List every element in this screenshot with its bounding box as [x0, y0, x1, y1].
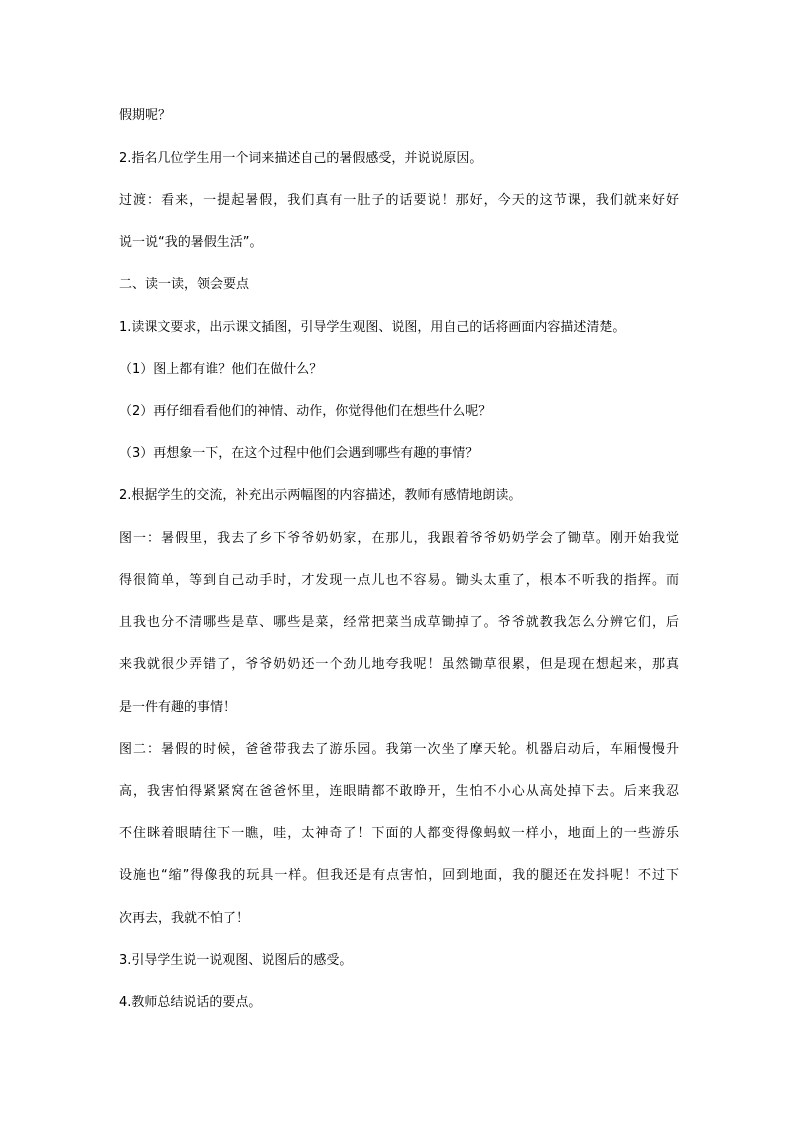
paragraph-line: 说一说“我的暑假生活”。 — [119, 235, 263, 250]
paragraph-line: 1.读课文要求，出示课文插图，引导学生观图、说图，用自己的话将画面内容描述清楚。 — [119, 320, 626, 335]
list-item: （1）图上都有谁？他们在做什么？ — [119, 362, 323, 377]
paragraph-line: 2.指名几位学生用一个词来描述自己的暑假感受，并说说原因。 — [119, 151, 483, 166]
paragraph-line: 来我就很少弄错了，爷爷奶奶还一个劲儿地夸我呢！虽然锄草很累，但是现在想起来，那真 — [119, 657, 679, 672]
paragraph-line: 次再去，我就不怕了！ — [119, 911, 250, 926]
paragraph-line: 假期呢？ — [119, 108, 172, 123]
paragraph-line: 图一：暑假里，我去了乡下爷爷奶奶家，在那儿，我跟着爷爷奶奶学会了锄草。刚开始我觉 — [119, 531, 679, 546]
section-heading: 二、读一读，领会要点 — [119, 277, 250, 292]
paragraph-line: 4.教师总结说话的要点。 — [119, 995, 262, 1010]
paragraph-line: 设施也“缩”得像我的玩具一样。但我还是有点害怕，回到地面，我的腿还在发抖呢！不过下 — [119, 868, 679, 883]
paragraph-line: 图二：暑假的时候，爸爸带我去了游乐园。我第一次坐了摩天轮。机器启动后，车厢慢慢升 — [119, 742, 679, 757]
paragraph-line: 不住眯着眼睛往下一瞧，哇，太神奇了！下面的人都变得像蚂蚁一样小，地面上的一些游乐 — [119, 826, 679, 841]
list-item: （3）再想象一下，在这个过程中他们会遇到哪些有趣的事情？ — [119, 446, 479, 461]
paragraph-line: 3.引导学生说一说观图、说图后的感受。 — [119, 953, 353, 968]
paragraph-line: 是一件有趣的事情！ — [119, 700, 237, 715]
paragraph-line: 高，我害怕得紧紧窝在爸爸怀里，连眼睛都不敢睁开，生怕不小心从高处掉下去。后来我忍 — [119, 784, 679, 799]
paragraph-line: 2.根据学生的交流，补充出示两幅图的内容描述，教师有感情地朗读。 — [119, 488, 522, 503]
paragraph-line: 且我也分不清哪些是草、哪些是菜，经常把菜当成草锄掉了。爷爷就教我怎么分辨它们，后 — [119, 615, 679, 630]
paragraph-line: 过渡：看来，一提起暑假，我们真有一肚子的话要说！那好，今天的这节课，我们就来好好 — [119, 193, 679, 208]
paragraph-line: 得很简单，等到自己动手时，才发现一点儿也不容易。锄头太重了，根本不听我的指挥。而 — [119, 573, 679, 588]
list-item: （2）再仔细看看他们的神情、动作，你觉得他们在想些什么呢？ — [119, 404, 492, 419]
